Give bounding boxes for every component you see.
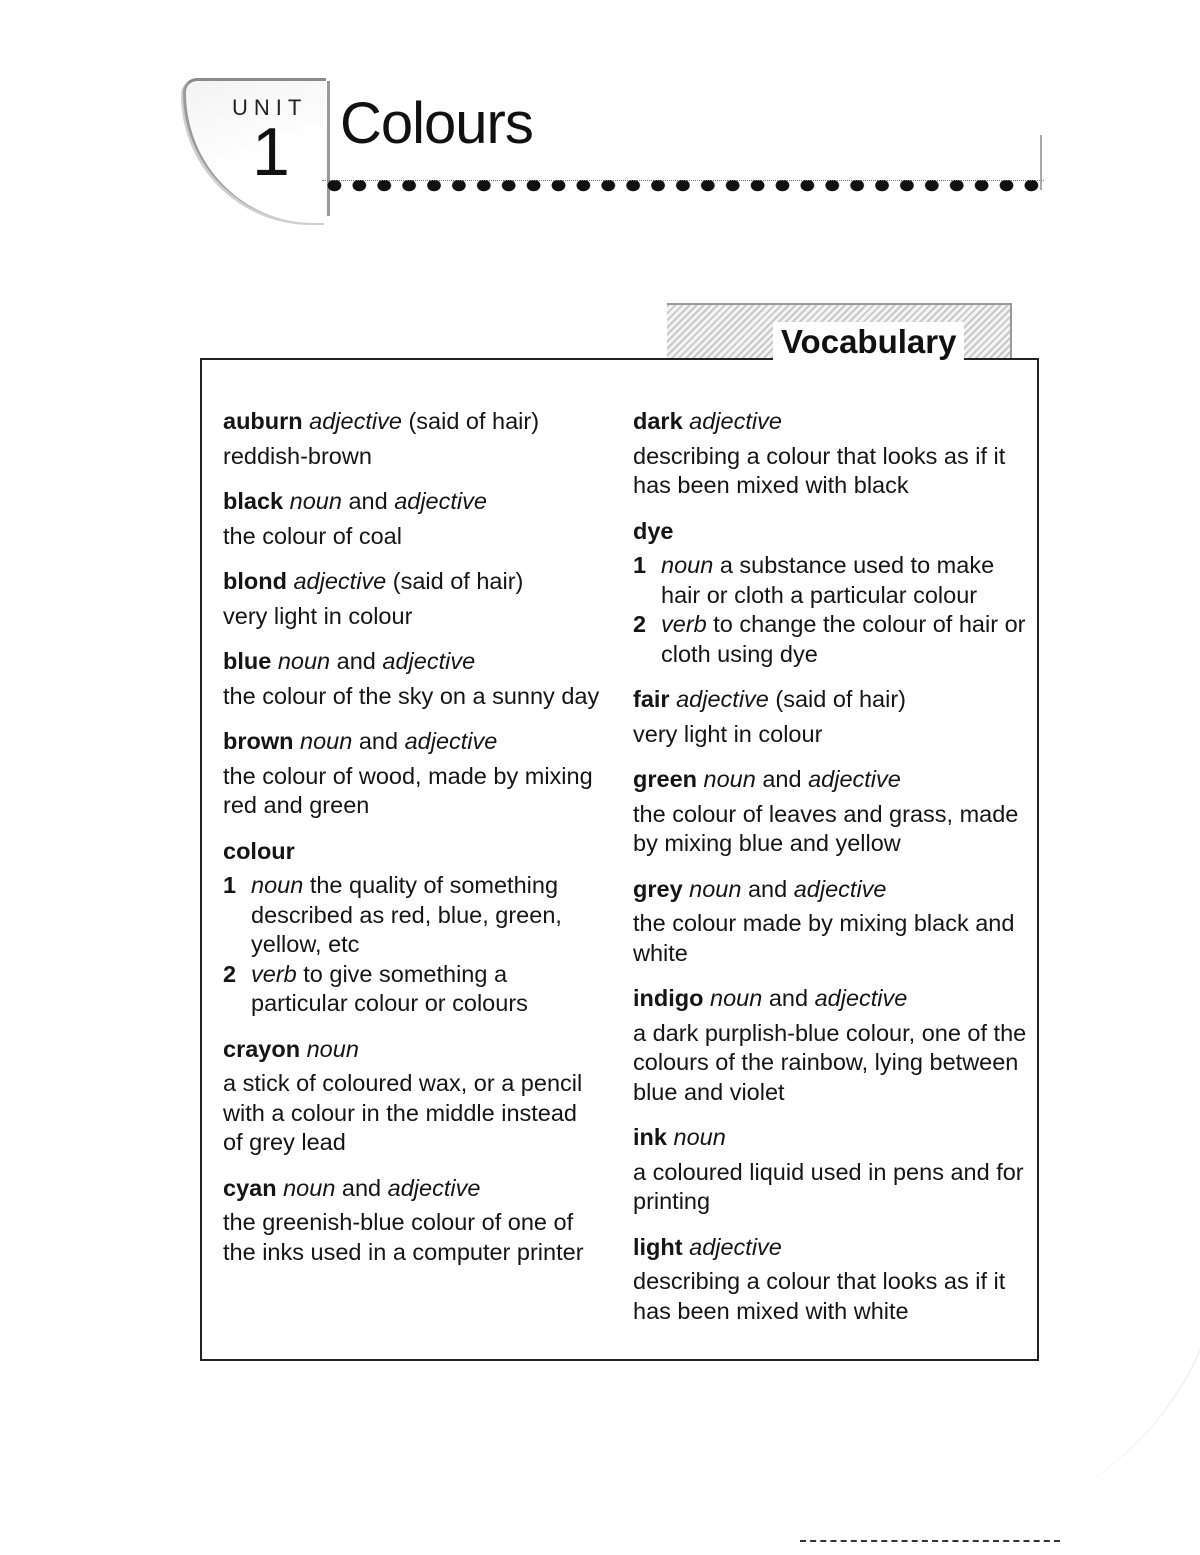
headword: ink: [633, 1124, 667, 1150]
headword: green: [633, 766, 697, 792]
headword: colour: [223, 837, 295, 864]
sense-number: 2: [633, 611, 647, 637]
definition: the colour of coal: [223, 522, 402, 549]
definition: a dark purplish-blue colour, one of the colours of the rainbow, lying between blue and violet: [633, 1019, 1027, 1105]
sense-number: 1: [223, 872, 237, 898]
headword: auburn: [223, 408, 303, 434]
sense-text: to change the colour of hair or cloth using dye: [661, 611, 1026, 667]
sense-number: 2: [223, 960, 237, 987]
definition: reddish-brown: [223, 442, 372, 469]
definition: the greenish-blue colour of one of the inks used in a computer printer: [223, 1209, 584, 1265]
headword: grey: [633, 875, 683, 902]
part-of-speech: noun: [289, 488, 342, 514]
usage-note: (said of hair): [408, 408, 540, 434]
page-title: Colours: [340, 91, 533, 156]
part-of-speech: adjective: [808, 766, 901, 792]
headword: fair: [633, 686, 670, 712]
definition-sense: [223, 960, 603, 1019]
conjunction: and: [762, 766, 802, 792]
conjunction: and: [341, 1174, 382, 1201]
part-of-speech: adjective: [689, 408, 782, 434]
dotted-divider: [322, 180, 1044, 197]
part-of-speech: noun: [306, 1035, 359, 1062]
sense-text: the quality of something described as red, blue, green, yellow, etc: [251, 872, 562, 957]
usage-note: (said of hair): [392, 568, 524, 594]
conjunction: and: [348, 488, 388, 514]
conjunction: and: [747, 875, 788, 902]
headword: indigo: [633, 985, 704, 1011]
vocab-entry: [223, 567, 603, 631]
vocab-entry: [223, 487, 603, 551]
headword: crayon: [223, 1035, 301, 1062]
unit-number: 1: [252, 114, 290, 190]
definition: very light in colour: [223, 602, 413, 629]
headword: cyan: [223, 1174, 277, 1201]
part-of-speech: adjective: [293, 568, 387, 594]
conjunction: and: [336, 648, 376, 674]
part-of-speech: adjective: [793, 875, 887, 902]
vocab-entry: [223, 727, 603, 821]
part-of-speech: adjective: [309, 408, 402, 434]
definition: the colour of leaves and grass, made by mixing blue and yellow: [633, 800, 1019, 856]
definition: describing a colour that looks as if it has been mixed with white: [633, 1268, 1006, 1324]
vocab-entry: [633, 984, 1028, 1107]
part-of-speech: noun: [661, 552, 714, 578]
definition-sense: [223, 871, 603, 960]
headword: blond: [223, 568, 287, 594]
conjunction: and: [358, 728, 399, 754]
part-of-speech: noun: [251, 872, 304, 898]
part-of-speech: verb: [661, 611, 707, 637]
part-of-speech: adjective: [689, 1233, 782, 1260]
vocab-entry: [633, 517, 1028, 670]
part-of-speech: noun: [703, 766, 756, 792]
vocab-entry: [633, 1123, 1028, 1217]
headword: brown: [223, 728, 294, 754]
definition: the colour made by mixing black and white: [633, 910, 1015, 966]
vocab-entry: [633, 875, 1028, 969]
definition: a stick of coloured wax, or a pencil with a colour in the middle instead of grey lead: [223, 1070, 583, 1155]
unit-label: UNIT: [232, 95, 308, 120]
part-of-speech: noun: [283, 1174, 336, 1201]
vocab-entry: [223, 407, 603, 471]
part-of-speech: adjective: [382, 648, 476, 674]
vocab-entry: [633, 685, 1028, 749]
part-of-speech: adjective: [814, 985, 908, 1011]
definition: describing a colour that looks as if it has been mixed with black: [633, 442, 1006, 498]
vocabulary-right-column: [633, 407, 1028, 1342]
vocab-entry: [633, 407, 1028, 501]
definition: the colour of the sky on a sunny day: [223, 682, 600, 709]
headword: black: [223, 488, 284, 514]
definition: very light in colour: [633, 720, 823, 747]
sense-number: 1: [633, 552, 647, 578]
sense-text: a substance used to make hair or cloth a particular colour: [661, 552, 995, 608]
usage-note: (said of hair): [775, 686, 906, 712]
part-of-speech: adjective: [676, 686, 769, 712]
vocabulary-left-column: [223, 407, 603, 1283]
part-of-speech: noun: [277, 648, 331, 674]
headword: dark: [633, 408, 683, 434]
vocab-entry: [223, 837, 603, 1019]
conjunction: and: [768, 985, 809, 1011]
vocabulary-heading: Vocabulary: [773, 322, 964, 362]
vocab-entry: [223, 1035, 603, 1158]
part-of-speech: verb: [251, 960, 297, 987]
headword: dye: [633, 517, 674, 544]
vocab-entry: [223, 647, 603, 711]
part-of-speech: adjective: [404, 728, 498, 754]
vocab-entry: [633, 1233, 1028, 1327]
definition: the colour of wood, made by mixing red and green: [223, 762, 593, 818]
sense-text: to give something a particular colour or colours: [251, 960, 528, 1016]
headword: blue: [223, 648, 272, 674]
vocab-entry: [633, 765, 1028, 859]
headword: light: [633, 1233, 683, 1260]
vocab-entry: [223, 1174, 603, 1268]
part-of-speech: noun: [673, 1124, 726, 1150]
part-of-speech: noun: [689, 875, 742, 902]
definition-sense: [633, 610, 1028, 669]
definition: a coloured liquid used in pens and for printing: [633, 1158, 1024, 1214]
part-of-speech: adjective: [394, 488, 487, 514]
definition-sense: [633, 551, 1028, 610]
part-of-speech: noun: [710, 985, 763, 1011]
part-of-speech: adjective: [387, 1174, 481, 1201]
part-of-speech: noun: [300, 728, 353, 754]
